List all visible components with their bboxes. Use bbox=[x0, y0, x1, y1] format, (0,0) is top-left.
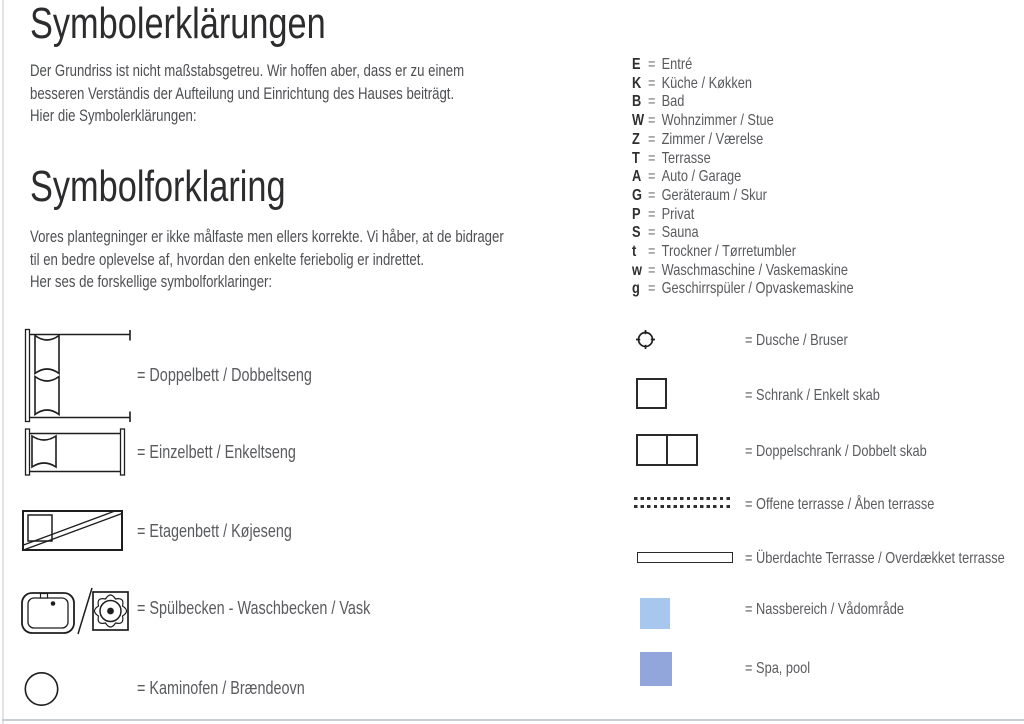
intro-paragraph-german bbox=[30, 60, 464, 128]
equals-sign: = bbox=[648, 224, 656, 242]
room-code-letter: K bbox=[632, 74, 642, 92]
legend-label-spa-pool: = Spa, pool bbox=[745, 660, 811, 677]
room-code-letter: T bbox=[632, 149, 640, 167]
intro-paragraph-danish bbox=[30, 226, 504, 294]
intro-da-line: til en bedre oplevelse af, hvordan den enkelte feriebolig er indrettet. bbox=[30, 250, 425, 269]
room-code-letter: W bbox=[632, 112, 645, 130]
intro-de-line: Hier die Symbolerklärungen: bbox=[30, 107, 197, 125]
room-code-row bbox=[632, 150, 854, 169]
room-code-name: Geräteraum / Skur bbox=[661, 186, 767, 204]
room-code-letter: S bbox=[632, 224, 641, 242]
single-bed-icon bbox=[22, 427, 128, 477]
shower-icon bbox=[635, 329, 657, 351]
equals-sign: = bbox=[648, 74, 656, 92]
room-code-row bbox=[632, 168, 854, 187]
room-code-row bbox=[632, 56, 854, 75]
legend-label-single-closet: = Schrank / Enkelt skab bbox=[745, 387, 880, 404]
equals-sign: = bbox=[648, 130, 656, 148]
room-code-name: Terrasse bbox=[661, 149, 711, 167]
room-code-name: Bad bbox=[661, 93, 685, 111]
room-code-name: Entré bbox=[661, 56, 693, 73]
page-edge-line-bottom bbox=[2, 719, 1024, 721]
equals-sign: = bbox=[648, 205, 656, 223]
room-code-letter: Z bbox=[632, 130, 640, 148]
closet-cell bbox=[638, 436, 666, 464]
double-closet-icon bbox=[636, 434, 698, 466]
equals-sign: = bbox=[648, 56, 656, 73]
equals-sign: = bbox=[648, 186, 656, 204]
room-code-letter: w bbox=[632, 261, 642, 279]
room-code-letter: B bbox=[632, 93, 642, 111]
legend-label-stove: = Kaminofen / Brændeovn bbox=[137, 678, 305, 698]
room-code-row bbox=[632, 280, 854, 299]
bunk-bed-icon bbox=[22, 509, 124, 553]
room-code-letter: A bbox=[632, 168, 642, 186]
room-code-list bbox=[632, 56, 854, 299]
room-code-name: Zimmer / Værelse bbox=[661, 130, 764, 148]
equals-sign: = bbox=[648, 243, 656, 261]
room-code-name: Sauna bbox=[661, 224, 699, 242]
room-code-name: Küche / Køkken bbox=[661, 74, 752, 92]
room-code-name: Geschirrspüler / Opvaskemaskine bbox=[661, 280, 854, 298]
room-code-row bbox=[632, 206, 854, 225]
legend-label-double-closet: = Doppelschrank / Dobbelt skab bbox=[745, 443, 927, 460]
legend-label-shower: = Dusche / Bruser bbox=[745, 332, 848, 349]
intro-de-line: Der Grundriss ist nicht maßstabsgetreu. Wir hoffen aber, dass er zu einem bbox=[30, 62, 465, 80]
open-terrace-icon bbox=[634, 497, 732, 508]
closet-cell bbox=[666, 436, 696, 464]
room-code-row bbox=[632, 131, 854, 150]
room-code-name: Waschmaschine / Vaskemaskine bbox=[661, 261, 848, 279]
room-code-row bbox=[632, 75, 854, 94]
spa-pool-swatch bbox=[640, 652, 672, 686]
room-code-letter: P bbox=[632, 205, 641, 223]
room-code-row bbox=[632, 224, 854, 243]
legend-label-sink: = Spülbecken - Waschbecken / Vask bbox=[137, 598, 371, 618]
room-code-name: Trockner / Tørretumbler bbox=[661, 243, 797, 261]
equals-sign: = bbox=[648, 280, 656, 298]
room-code-name: Privat bbox=[661, 205, 695, 223]
wet-area-swatch bbox=[640, 598, 670, 629]
page-title-danish: Symbolforklaring bbox=[30, 162, 286, 211]
legend-label-wet-area: = Nassbereich / Vådområde bbox=[745, 601, 905, 618]
intro-da-line: Her ses de forskellige symbolforklaringer: bbox=[30, 273, 273, 291]
room-code-row bbox=[632, 262, 854, 281]
room-code-letter: g bbox=[632, 280, 640, 298]
legend-label-covered-terrace: = Überdachte Terrasse / Overdækket terrasse bbox=[745, 550, 1005, 567]
dashed-line bbox=[634, 505, 732, 508]
room-code-letter: t bbox=[632, 243, 637, 261]
page-edge-line-left bbox=[2, 0, 4, 724]
room-code-letter: G bbox=[632, 186, 642, 204]
room-code-name: Auto / Garage bbox=[661, 168, 742, 186]
double-bed-icon bbox=[22, 328, 134, 424]
equals-sign: = bbox=[648, 261, 656, 279]
equals-sign: = bbox=[648, 149, 656, 167]
sink-icons bbox=[20, 584, 132, 637]
legend-label-bunk-bed: = Etagenbett / Køjeseng bbox=[137, 521, 292, 541]
covered-terrace-icon bbox=[637, 552, 733, 563]
room-code-row bbox=[632, 93, 854, 112]
room-code-row bbox=[632, 243, 854, 262]
intro-de-line: besseren Verständis der Aufteilung und Einrichtung des Hauses beiträgt. bbox=[30, 84, 455, 103]
equals-sign: = bbox=[648, 93, 656, 111]
page-title-german: Symbolerklärungen bbox=[30, 0, 326, 48]
equals-sign: = bbox=[648, 112, 656, 130]
legend-label-open-terrace: = Offene terrasse / Åben terrasse bbox=[745, 496, 935, 513]
room-code-row bbox=[632, 187, 854, 206]
wood-stove-icon bbox=[23, 670, 61, 708]
legend-label-single-bed: = Einzelbett / Enkeltseng bbox=[137, 442, 296, 462]
single-closet-icon bbox=[636, 378, 667, 409]
equals-sign: = bbox=[648, 168, 656, 186]
room-code-name: Wohnzimmer / Stue bbox=[661, 112, 774, 130]
intro-da-line: Vores plantegninger er ikke målfaste men ellers korrekte. Vi håber, at de bidrager bbox=[30, 228, 504, 246]
legend-label-double-bed: = Doppelbett / Dobbeltseng bbox=[137, 365, 312, 385]
room-code-letter: E bbox=[632, 56, 641, 73]
room-code-row bbox=[632, 112, 854, 131]
